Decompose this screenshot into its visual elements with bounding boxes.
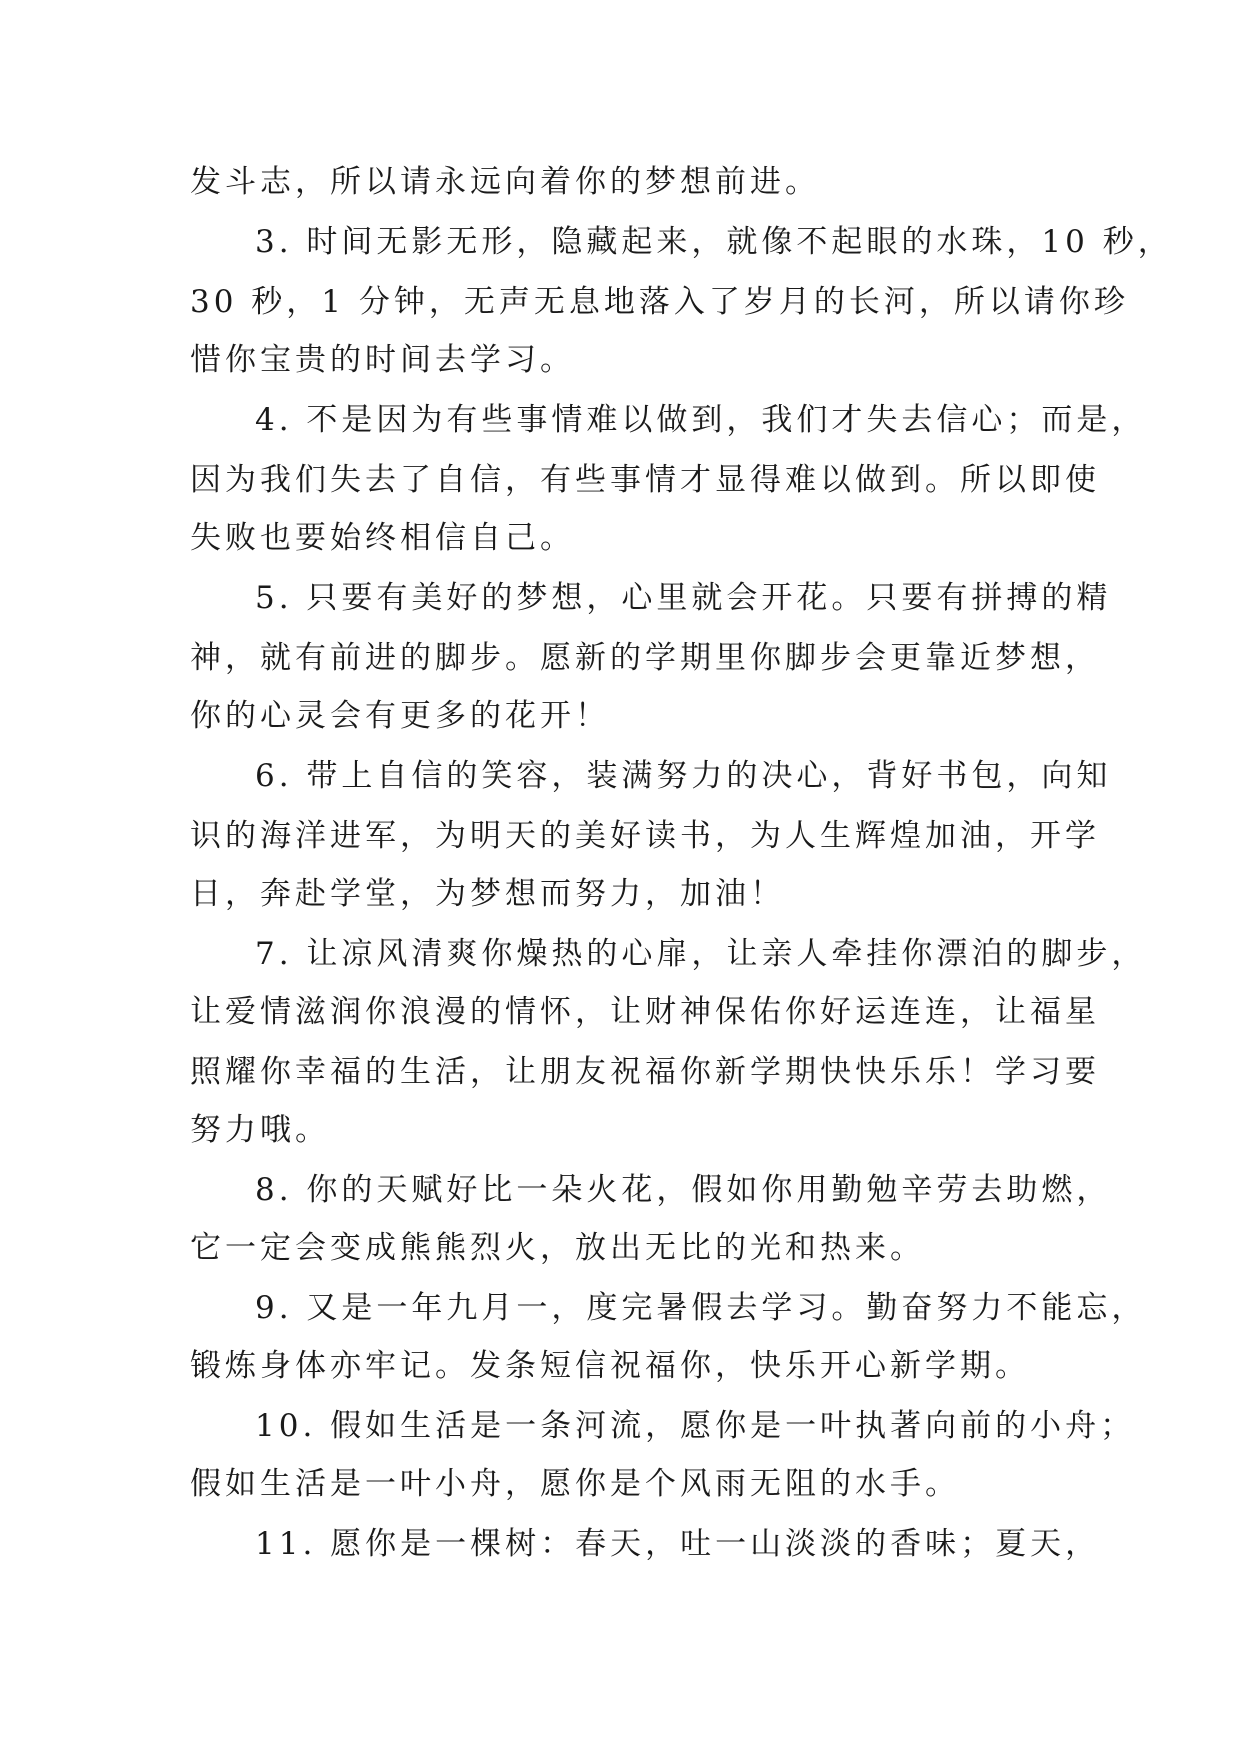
text-line: 努力哦。 [190,1112,330,1148]
text-line: 失败也要始终相信自己。 [190,520,575,556]
text-line: 发斗志，所以请永远向着你的梦想前进。 [190,164,820,200]
text-line: 识的海洋进军，为明天的美好读书，为人生辉煌加油，开学 [190,818,1100,854]
text-line: 日，奔赴学堂，为梦想而努力，加油！ [190,876,785,912]
text-line: 惜你宝贵的时间去学习。 [190,342,575,378]
text-line: 10. 假如生活是一条河流，愿你是一叶执著向前的小舟； [255,1408,1136,1444]
text-line: 8. 你的天赋好比一朵火花，假如你用勤勉辛劳去助燃， [255,1172,1112,1208]
text-line: 9. 又是一年九月一，度完暑假去学习。勤奋努力不能忘， [255,1290,1147,1326]
text-line: 4. 不是因为有些事情难以做到，我们才失去信心；而是， [255,402,1147,438]
text-line: 30 秒，1 分钟，无声无息地落入了岁月的长河，所以请你珍 [190,284,1129,320]
text-line: 5. 只要有美好的梦想，心里就会开花。只要有拼搏的精 [255,580,1112,616]
text-line: 6. 带上自信的笑容，装满努力的决心，背好书包，向知 [255,758,1112,794]
text-line: 因为我们失去了自信，有些事情才显得难以做到。所以即使 [190,462,1100,498]
text-line: 锻炼身体亦牢记。发条短信祝福你，快乐开心新学期。 [190,1348,1030,1384]
text-line: 神，就有前进的脚步。愿新的学期里你脚步会更靠近梦想， [190,640,1100,676]
text-line: 让爱情滋润你浪漫的情怀，让财神保佑你好运连连，让福星 [190,994,1100,1030]
text-line: 它一定会变成熊熊烈火，放出无比的光和热来。 [190,1230,925,1266]
text-line: 11. 愿你是一棵树：春天，吐一山淡淡的香味；夏天， [255,1526,1101,1562]
text-line: 你的心灵会有更多的花开！ [190,698,610,734]
text-line: 照耀你幸福的生活，让朋友祝福你新学期快快乐乐！学习要 [190,1054,1100,1090]
text-line: 7. 让凉风清爽你燥热的心扉，让亲人牵挂你漂泊的脚步， [255,936,1147,972]
text-line: 3. 时间无影无形，隐藏起来，就像不起眼的水珠，10 秒， [255,224,1173,260]
text-line: 假如生活是一叶小舟，愿你是个风雨无阻的水手。 [190,1466,960,1502]
